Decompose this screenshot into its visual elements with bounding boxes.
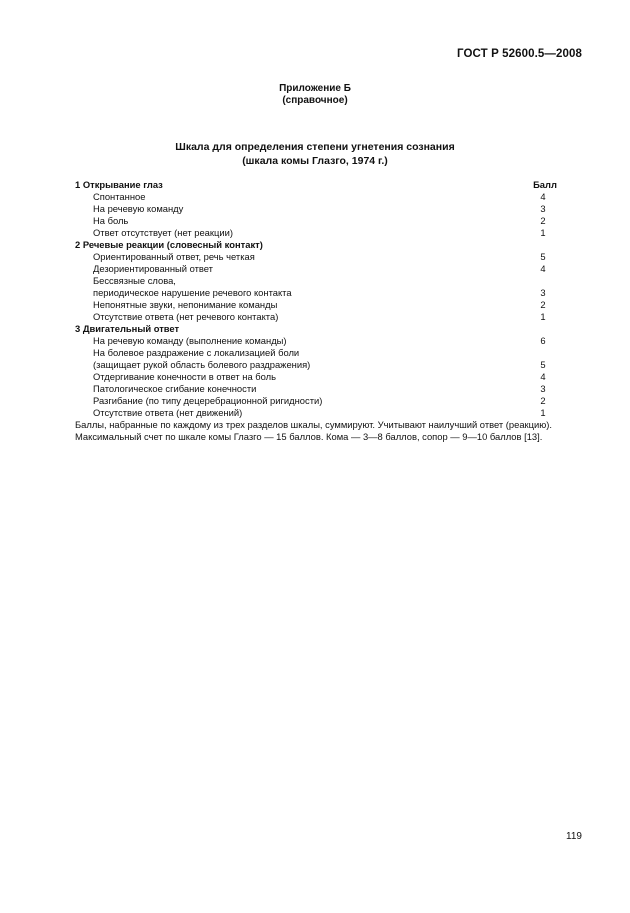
document-code: ГОСТ Р 52600.5—2008 <box>457 48 582 60</box>
response-score: 4 <box>540 371 546 382</box>
scale-row <box>75 263 558 275</box>
appendix-type: (справочное) <box>282 95 348 106</box>
scale-notes <box>75 419 585 443</box>
response-label: Ответ отсутствует (нет реакции) <box>93 227 233 238</box>
scale-row <box>75 203 558 215</box>
response-score: 5 <box>540 359 546 370</box>
scale-row <box>75 395 558 407</box>
response-label: Бессвязные слова, <box>93 275 176 286</box>
glasgow-coma-scale-table <box>75 179 558 419</box>
response-score: 2 <box>540 215 546 226</box>
response-score: 1 <box>540 407 546 418</box>
title-line-1: Шкала для определения степени угнетения сознания <box>175 141 455 153</box>
response-label: На речевую команду (выполнение команды) <box>93 335 287 346</box>
response-label: Отсутствие ответа (нет речевого контакта) <box>93 311 279 322</box>
note-line-1: Баллы, набранные по каждому из трех разделов шкалы, суммируют. Учитывают наилучший ответ (реакцию). <box>75 419 553 430</box>
response-score: 6 <box>540 335 546 346</box>
scale-row <box>75 251 558 263</box>
scale-row <box>75 275 558 287</box>
section-title: 3 Двигательный ответ <box>75 323 180 334</box>
response-score: 4 <box>540 263 546 274</box>
scale-row <box>75 227 558 239</box>
note-line-2: Максимальный счет по шкале комы Глазго — 15 баллов. Кома — 3—8 баллов, сопор — 9—10 баллов [13]. <box>75 431 543 442</box>
response-label: периодическое нарушение речевого контакта <box>93 287 292 298</box>
scale-row <box>75 371 558 383</box>
section-header-row <box>75 239 558 251</box>
page-number: 119 <box>566 831 582 842</box>
scale-row <box>75 287 558 299</box>
response-score: 1 <box>540 311 546 322</box>
page-title <box>0 140 630 168</box>
response-score: 3 <box>540 383 546 394</box>
scale-row <box>75 191 558 203</box>
response-label: Патологическое сгибание конечности <box>93 383 257 394</box>
response-score: 3 <box>540 287 546 298</box>
scale-row <box>75 359 558 371</box>
response-score: 3 <box>540 203 546 214</box>
response-label: Отдергивание конечности в ответ на боль <box>93 371 277 382</box>
response-score: 2 <box>540 299 546 310</box>
appendix-heading <box>0 83 630 107</box>
response-score: 1 <box>540 227 546 238</box>
response-score: 4 <box>540 191 546 202</box>
section-title: 1 Открывание глаз <box>75 179 163 190</box>
section-title: 2 Речевые реакции (словесный контакт) <box>75 239 263 250</box>
scale-row <box>75 215 558 227</box>
title-line-2: (шкала комы Глазго, 1974 г.) <box>242 155 388 167</box>
response-label: Непонятные звуки, непонимание команды <box>93 299 278 310</box>
scale-row <box>75 407 558 419</box>
response-label: Отсутствие ответа (нет движений) <box>93 407 243 418</box>
section-header-row <box>75 179 558 191</box>
response-label: На боль <box>93 215 129 226</box>
scale-row <box>75 335 558 347</box>
scale-row <box>75 311 558 323</box>
scale-row <box>75 299 558 311</box>
response-score: 2 <box>540 395 546 406</box>
response-label: На болевое раздражение с локализацией боли <box>93 347 300 358</box>
section-header-row <box>75 323 558 335</box>
scale-row <box>75 347 558 359</box>
response-label: Ориентированный ответ, речь четкая <box>93 251 255 262</box>
response-label: Разгибание (по типу децеребрационной ригидности) <box>93 395 323 406</box>
response-score: 5 <box>540 251 546 262</box>
response-label: На речевую команду <box>93 203 184 214</box>
response-label: Дезориентированный ответ <box>93 263 213 274</box>
score-column-header: Балл <box>533 179 557 190</box>
appendix-title: Приложение Б <box>279 83 351 94</box>
response-label: Спонтанное <box>93 191 146 202</box>
scale-row <box>75 383 558 395</box>
response-label: (защищает рукой область болевого раздражения) <box>93 359 311 370</box>
